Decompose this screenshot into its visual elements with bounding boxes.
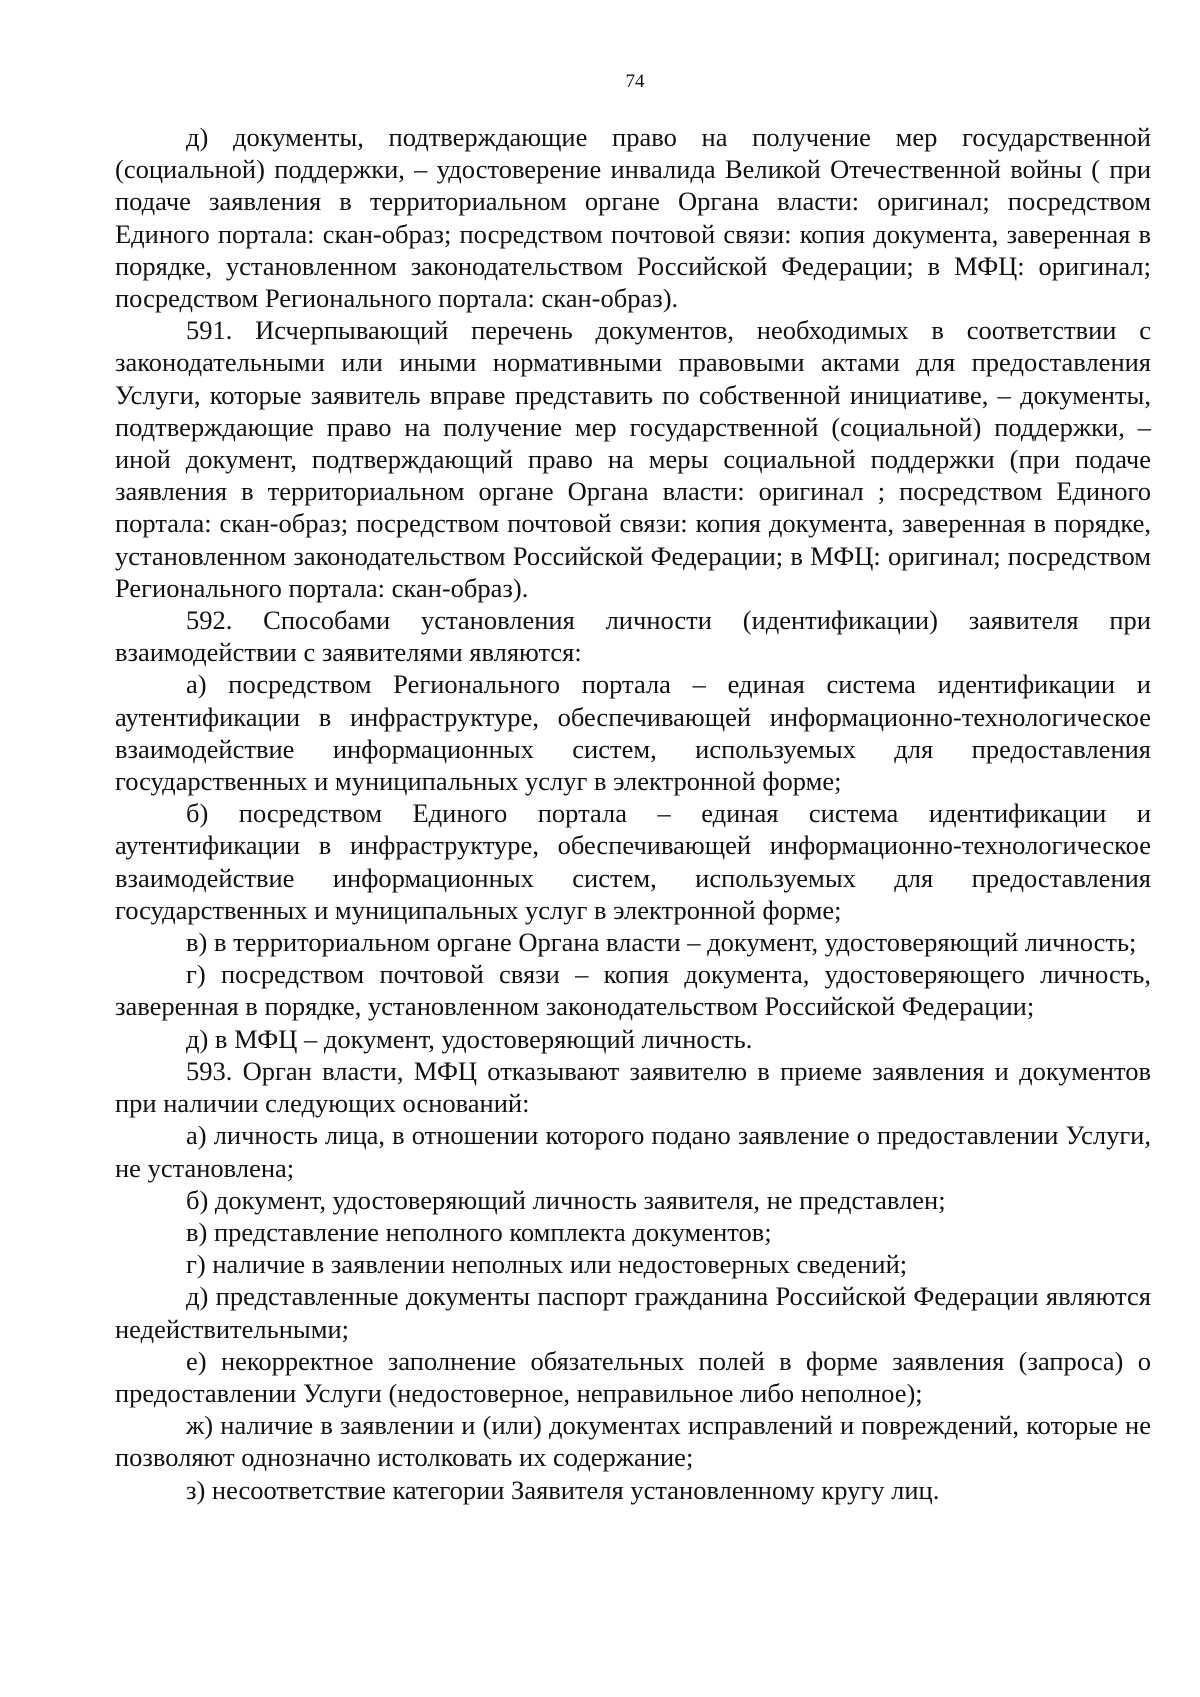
list-item-593-b: б) документ, удостоверяющий личность заявителя, не представлен; — [186, 1184, 946, 1215]
list-item-592-v: в) в территориальном органе Органа власти – документ, удостоверяющий личность; — [186, 927, 1137, 958]
list-item-593-v: в) представление неполного комплекта документов; — [186, 1216, 772, 1247]
list-item-593-d: д) представленные документы паспорт гражданина Российской Федерации являются недействительными; — [115, 1281, 1151, 1344]
list-item-593-e: е) некорректное заполнение обязательных полей в форме заявления (запроса) о предоставлении Услуги (недостоверное, неправильное либо неполное); — [115, 1345, 1151, 1408]
paragraph-593: 593. Орган власти, МФЦ отказывают заявителю в приеме заявления и документов при наличии следующих оснований: — [115, 1055, 1151, 1119]
list-item-593-g: г) наличие в заявлении неполных или недостоверных сведений; — [186, 1249, 908, 1280]
list-item-592-d: д) в МФЦ – документ, удостоверяющий личность. — [186, 1023, 753, 1054]
list-item-592-a: а) посредством Регионального портала – единая система идентификации и аутентификации в инфраструктуре, обеспечивающей информационно-технологическое взаимодействие информационных систем, используемых для предоставления государственных и муниципальных услуг в электронной форме; — [115, 669, 1151, 797]
list-item-593-zh: ж) наличие в заявлении и (или) документах исправлений и повреждений, которые не позволяют однозначно истолковать их содержание; — [115, 1410, 1151, 1473]
list-item-592-b: б) посредством Единого портала – единая система идентификации и аутентификации в инфраструктуре, обеспечивающей информационно-технологическое взаимодействие информационных систем, используемых для предоставления государственных и муниципальных услуг в электронной форме; — [115, 798, 1151, 925]
document-body — [115, 121, 1151, 1506]
list-item-593-z: з) несоответствие категории Заявителя установленному кругу лиц. — [186, 1474, 940, 1505]
list-item-592-g: г) посредством почтовой связи – копия документа, удостоверяющего личность, заверенная в порядке, установленном законодательством Российской Федерации; — [115, 959, 1151, 1022]
paragraph-591: 591. Исчерпывающий перечень документов, необходимых в соответствии с законодательными или иными нормативными правовыми актами для предоставления Услуги, которые заявитель вправе представить по собственной инициативе, – документы, подтверждающие право на получение мер государственной (социальной) поддержки, – иной документ, подтверждающий право на меры социальной поддержки (при подаче заявления в территориальном органе Органа власти: оригинал ; посредством Единого портала: скан-образ; посредством почтовой связи: копия документа, заверенная в порядке, установленном законодательством Российской Федерации; в МФЦ: оригинал; посредством Регионального портала: скан-образ). — [115, 315, 1151, 603]
list-item-593-a: а) личность лица, в отношении которого подано заявление о предоставлении Услуги, не установлена; — [115, 1120, 1151, 1183]
paragraph-d-documents: д) документы, подтверждающие право на получение мер государственной (социальной) поддержки, – удостоверение инвалида Великой Отечественной войны ( при подаче заявления в территориальном органе Органа власти: оригинал; посредством Единого портала: скан-образ; посредством почтовой связи: копия документа, заверенная в порядке, установленном законодательством Российской Федерации; в МФЦ: оригинал; посредством Регионального портала: скан-образ). — [115, 122, 1151, 314]
paragraph-592: 592. Способами установления личности (идентификации) заявителя при взаимодействии с заявителями являются: — [115, 605, 1151, 668]
page-number: 74 — [625, 71, 645, 92]
